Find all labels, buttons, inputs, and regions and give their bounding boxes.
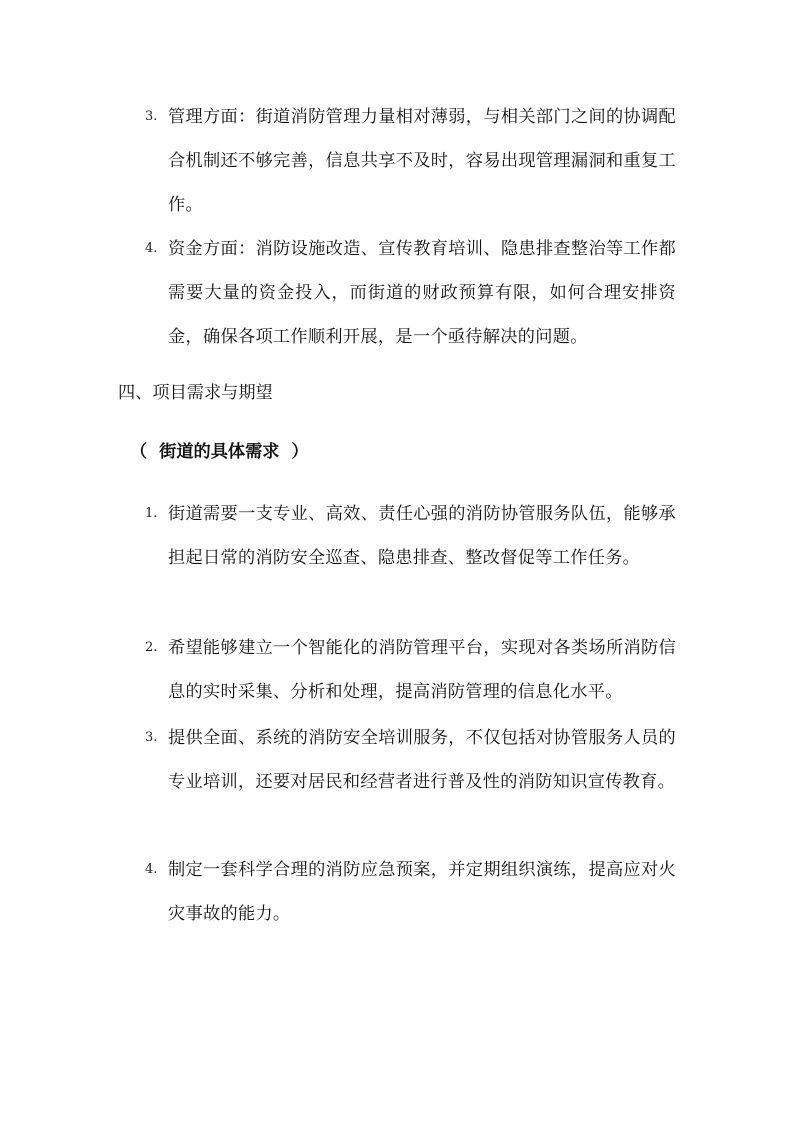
list-text: 制定一套科学合理的消防应急预案，并定期组织演练，提高应对火灾事故的能力。 [168, 860, 676, 924]
list-number: 2. [145, 640, 158, 655]
list-text: 管理方面：街道消防管理力量相对薄弱，与相关部门之间的协调配合机制还不够完善，信息共享不及时，容易出现管理漏洞和重复工作。 [168, 107, 676, 215]
list-number: 1. [145, 506, 158, 521]
section-subheading: （ 街道的具体需求 ） [130, 442, 309, 462]
list-text: 街道需要一支专业、高效、责任心强的消防协管服务队伍，能够承担起日常的消防安全巡查、隐患排查、整改督促等工作任务。 [168, 504, 676, 568]
list-text: 提供全面、系统的消防安全培训服务，不仅包括对协管服务人员的专业培训，还要对居民和经营者进行普及性的消防知识宣传教育。 [168, 728, 676, 792]
list-number: 4. [145, 862, 158, 877]
list-text: 希望能够建立一个智能化的消防管理平台，实现对各类场所消防信息的实时采集、分析和处理，提高消防管理的信息化水平。 [168, 638, 676, 702]
section-heading: 四、项目需求与期望 [118, 383, 273, 403]
list-text: 资金方面：消防设施改造、宣传教育培训、隐患排查整治等工作都需要大量的资金投入，而街道的财政预算有限，如何合理安排资金，确保各项工作顺利开展，是一个亟待解决的问题。 [168, 239, 676, 347]
list-number: 4. [145, 241, 158, 256]
list-number: 3. [145, 730, 158, 745]
list-number: 3. [145, 109, 158, 124]
